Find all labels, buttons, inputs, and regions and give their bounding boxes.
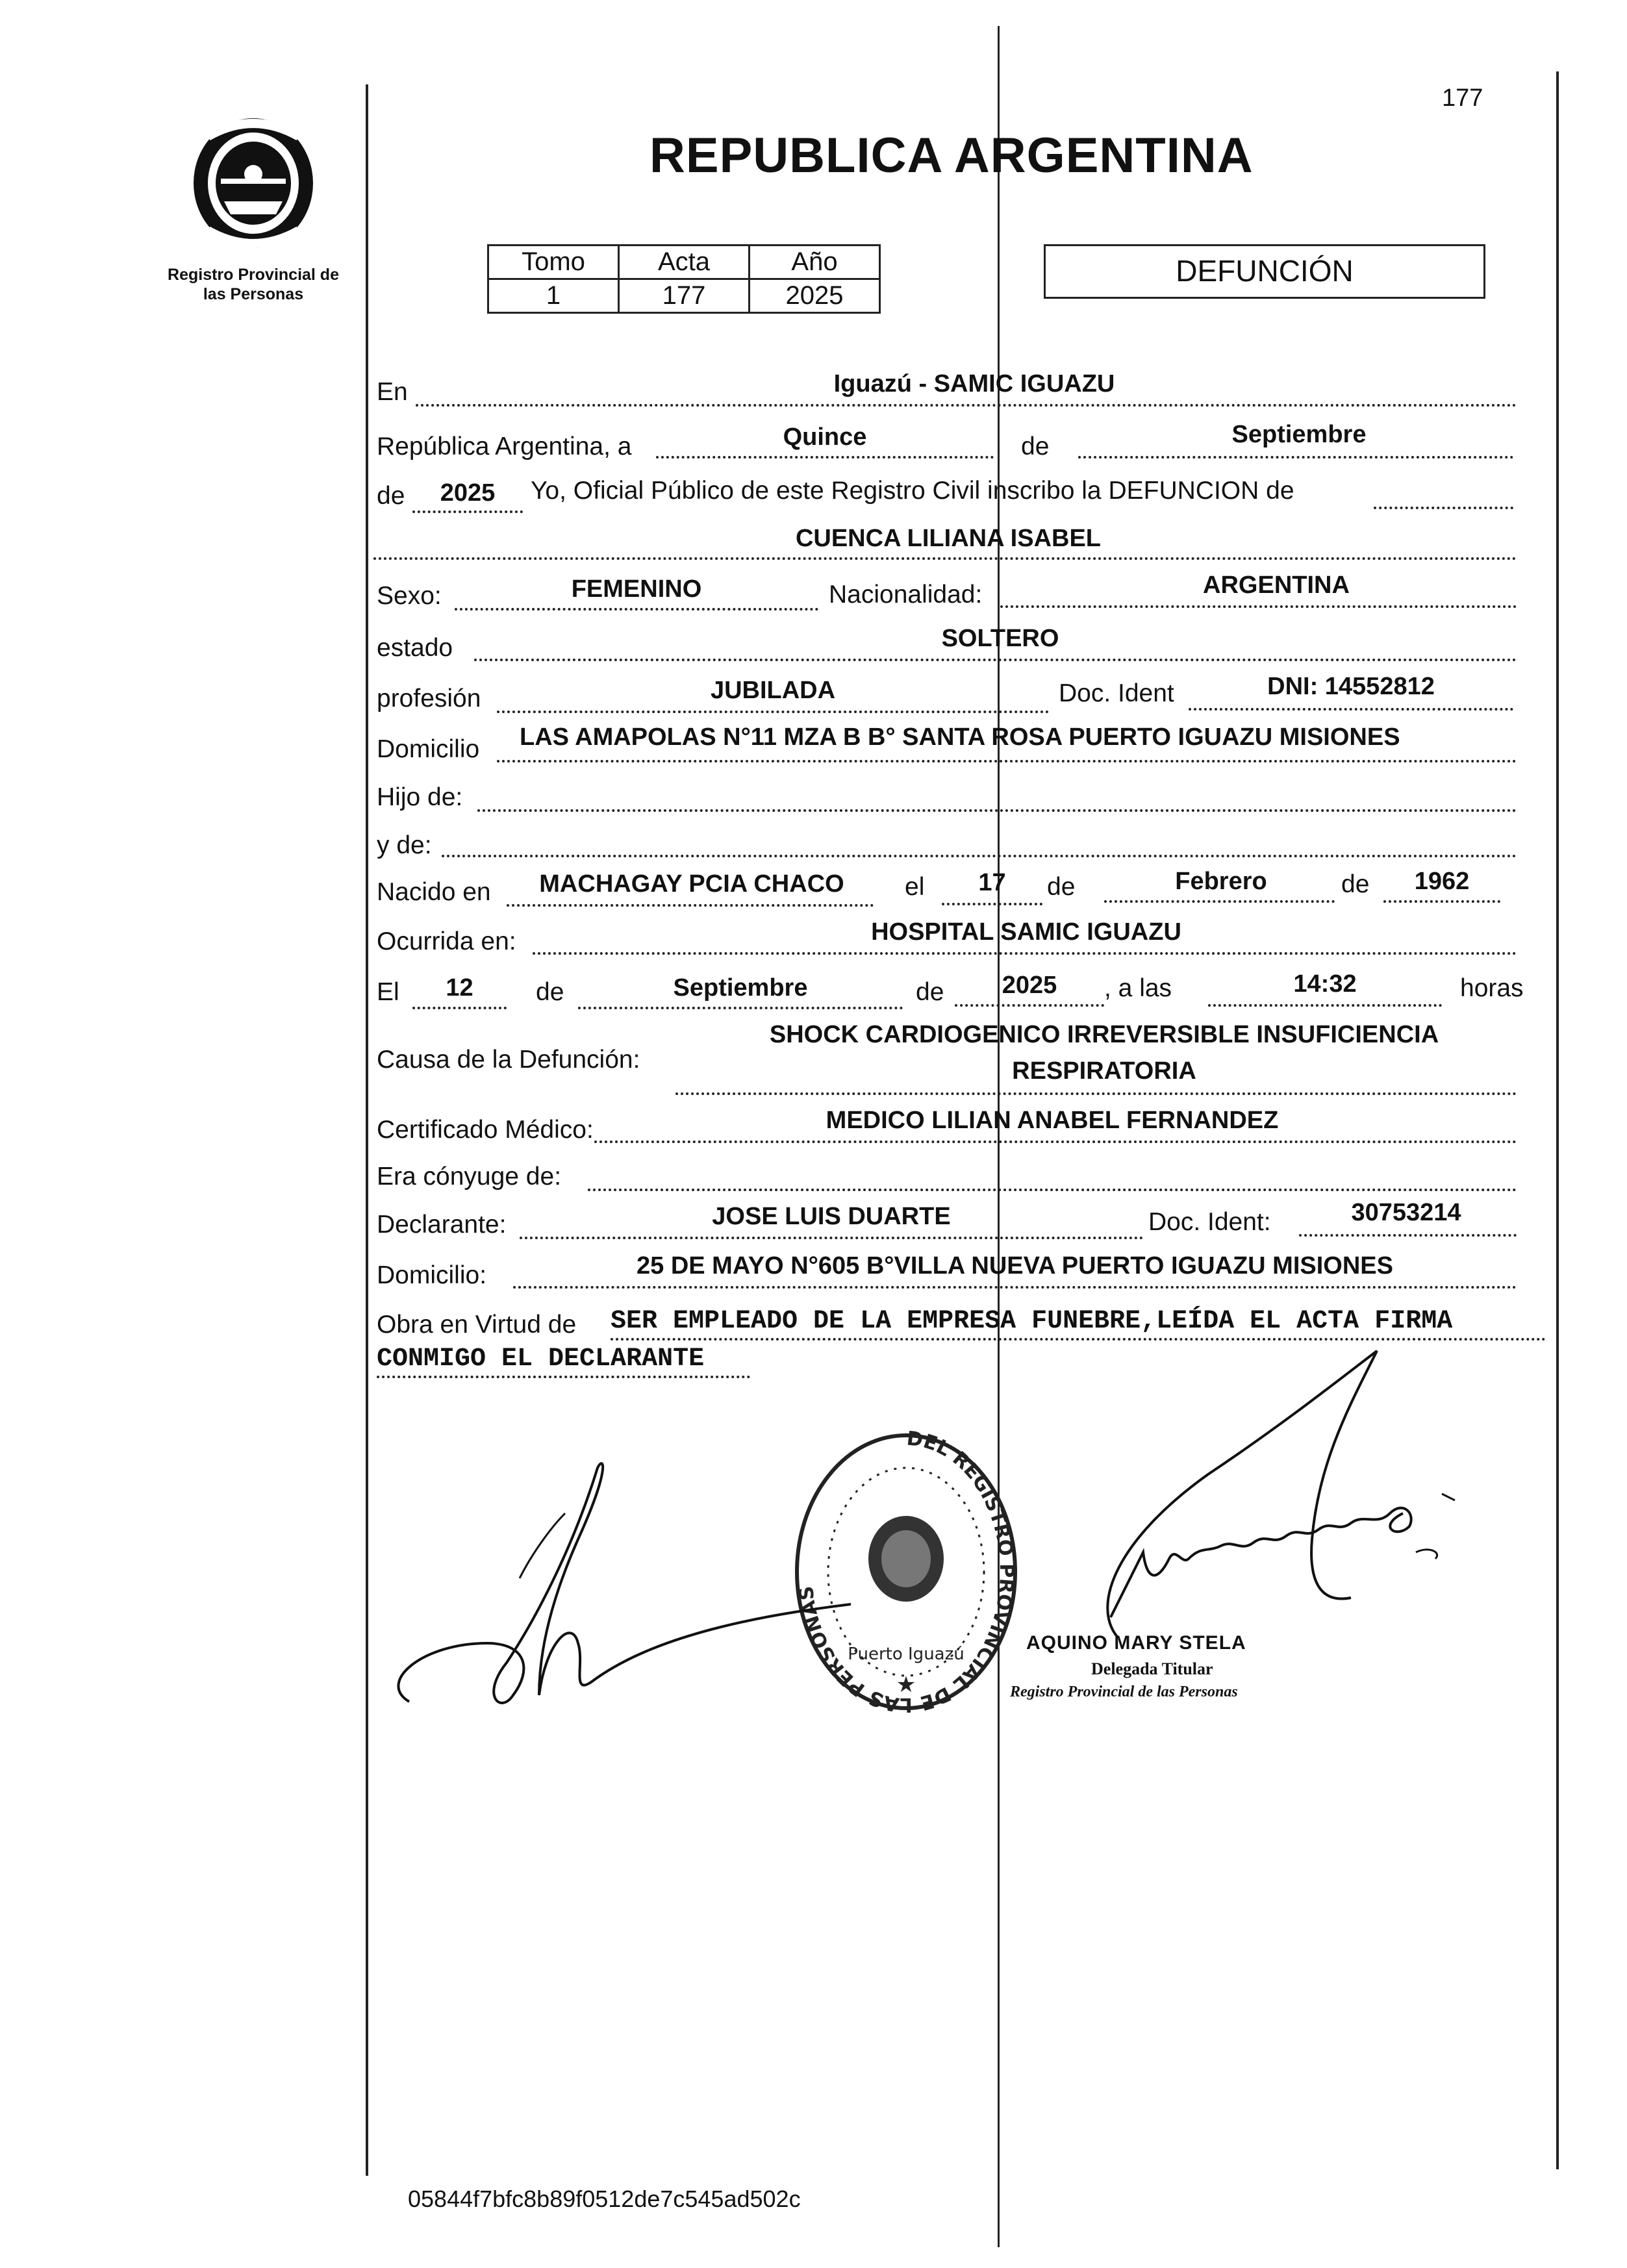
- official-text: Yo, Oficial Público de este Registro Civil inscribo la DEFUNCION de: [531, 477, 1294, 505]
- deceased-name: CUENCA LILIANA ISABEL: [795, 525, 1102, 552]
- page-number: 177: [1442, 84, 1483, 112]
- def-dia: 12: [446, 974, 473, 1002]
- doc2-value: 30753214: [1351, 1199, 1461, 1226]
- anio-pre-label: de: [377, 482, 405, 510]
- doc2-label: Doc. Ident:: [1148, 1208, 1271, 1236]
- nac-de2-label: de: [1341, 870, 1370, 898]
- sexo-value: FEMENINO: [571, 575, 702, 603]
- nac-dia: 17: [978, 869, 1006, 896]
- ocurrida-line: [533, 952, 1517, 955]
- alas-label: , a las: [1104, 974, 1172, 1002]
- value-anio: 2025: [750, 279, 880, 313]
- def-mes: Septiembre: [673, 974, 808, 1002]
- sexo-label: Sexo:: [377, 582, 442, 610]
- causa-label: Causa de la Defunción:: [377, 1046, 640, 1074]
- hijo-label: Hijo de:: [377, 783, 463, 811]
- obra-line2: [377, 1376, 750, 1378]
- en-value: Iguazú - SAMIC IGUAZU: [833, 370, 1115, 397]
- obra-label: Obra en Virtud de: [377, 1311, 577, 1339]
- document-type-box: DEFUNCIÓN: [1044, 244, 1485, 299]
- nac-el-label: el: [905, 873, 925, 901]
- certificado-label: Certificado Médico:: [377, 1116, 594, 1144]
- dia-line: [656, 456, 994, 459]
- page-title: REPUBLICA ARGENTINA: [650, 128, 1254, 183]
- yde-label: y de:: [377, 831, 432, 859]
- nacido-line: [507, 904, 874, 907]
- conyuge-label: Era cónyuge de:: [377, 1163, 562, 1191]
- causa-linea1: SHOCK CARDIOGENICO IRREVERSIBLE INSUFICIENCIA: [769, 1021, 1439, 1048]
- nacido-label: Nacido en: [377, 878, 491, 906]
- republica-label: República Argentina, a: [377, 433, 632, 460]
- dia-texto: Quince: [783, 423, 867, 451]
- doc-line: [1189, 708, 1513, 711]
- doc-label: Doc. Ident: [1059, 679, 1174, 707]
- nac-mes: Febrero: [1175, 868, 1267, 895]
- nombre-line: [373, 557, 1517, 560]
- header-acta: Acta: [619, 246, 750, 279]
- def-anio: 2025: [1002, 972, 1057, 999]
- nacionalidad-label: Nacionalidad:: [829, 581, 983, 609]
- official-line: [1374, 507, 1513, 509]
- nacido-value: MACHAGAY PCIA CHACO: [539, 870, 844, 898]
- declarante-value: JOSE LUIS DUARTE: [712, 1203, 951, 1230]
- causa-line: [675, 1092, 1517, 1095]
- declarant-signature: [383, 1448, 851, 1734]
- nac-anio: 1962: [1414, 868, 1470, 895]
- nacionalidad-line: [1000, 605, 1517, 608]
- estado-line: [474, 659, 1517, 661]
- left-margin-line: [366, 84, 368, 2176]
- stamp-inner-text: Puerto Iguazú: [848, 1644, 965, 1664]
- obra-linea2: CONMIGO EL DECLARANTE: [377, 1344, 705, 1374]
- def-anio-line: [955, 1004, 1104, 1007]
- registry-label: Registro Provincial de las Personas: [168, 266, 339, 303]
- official-name: AQUINO MARY STELA: [1026, 1632, 1246, 1654]
- ocurrida-label: Ocurrida en:: [377, 927, 516, 955]
- misiones-emblem: [185, 110, 322, 253]
- fold-line: [998, 26, 1000, 2247]
- mes-value: Septiembre: [1231, 421, 1367, 448]
- domicilio-line: [497, 760, 1517, 762]
- mes-line: [1078, 456, 1513, 459]
- yde-line: [442, 855, 1517, 857]
- sexo-line: [455, 608, 818, 611]
- def-dia-line: [412, 1007, 507, 1009]
- def-de2-label: de: [916, 978, 944, 1006]
- horas-label: horas: [1460, 974, 1524, 1002]
- nac-mes-line: [1104, 900, 1335, 903]
- domicilio-label: Domicilio: [377, 735, 480, 763]
- doc2-line: [1299, 1234, 1517, 1237]
- de-label: de: [1021, 433, 1050, 460]
- value-tomo: 1: [488, 279, 619, 313]
- official-signature: [1013, 1331, 1507, 1656]
- causa-linea2: RESPIRATORIA: [1012, 1057, 1196, 1085]
- official-org: Registro Provincial de las Personas: [1010, 1683, 1238, 1700]
- def-el-label: El: [377, 978, 399, 1006]
- stamp-star-icon: ★: [896, 1672, 916, 1697]
- anio-value: 2025: [440, 479, 496, 507]
- official-role: Delegada Titular: [1091, 1659, 1213, 1678]
- certificado-line: [594, 1140, 1517, 1143]
- certificado-value: MEDICO LILIAN ANABEL FERNANDEZ: [826, 1107, 1279, 1134]
- def-de1-label: de: [536, 978, 564, 1006]
- en-label: En: [377, 378, 408, 406]
- nac-anio-line: [1383, 900, 1500, 903]
- book-reference-table: [487, 244, 881, 314]
- header-tomo: Tomo: [488, 246, 619, 279]
- hijo-line: [477, 809, 1517, 812]
- domicilio2-value: 25 DE MAYO N°605 B°VILLA NUEVA PUERTO IGUAZU MISIONES: [637, 1252, 1393, 1279]
- value-acta: 177: [619, 279, 750, 313]
- def-mes-line: [578, 1007, 903, 1009]
- domicilio2-line: [513, 1286, 1517, 1289]
- document-hash: 05844f7bfc8b89f0512de7c545ad502c: [408, 2186, 801, 2212]
- stamp-ring-text: DEL REGISTRO PROVINCIAL DE LAS PERSONAS: [794, 1427, 1018, 1717]
- domicilio2-label: Domicilio:: [377, 1261, 487, 1289]
- estado-label: estado: [377, 634, 453, 662]
- en-line: [416, 404, 1517, 407]
- profesion-line: [497, 711, 1049, 713]
- right-margin-line: [1556, 71, 1559, 2169]
- ocurrida-value: HOSPITAL SAMIC IGUAZU: [871, 918, 1181, 946]
- hora-value: 14:32: [1293, 970, 1357, 998]
- header-anio: Año: [750, 246, 880, 279]
- conyuge-line: [588, 1189, 1517, 1191]
- estado-value: SOLTERO: [941, 625, 1059, 652]
- profesion-value: JUBILADA: [710, 677, 836, 704]
- declarante-line: [520, 1237, 1143, 1239]
- declarante-label: Declarante:: [377, 1211, 507, 1239]
- nac-dia-line: [942, 903, 1042, 905]
- doc-value: DNI: 14552812: [1267, 673, 1435, 700]
- anio-line: [412, 510, 523, 513]
- nac-de1-label: de: [1047, 873, 1076, 901]
- domicilio-value: LAS AMAPOLAS N°11 MZA B B° SANTA ROSA PUERTO IGUAZU MISIONES: [520, 724, 1400, 751]
- hora-line: [1208, 1004, 1442, 1007]
- obra-linea1: SER EMPLEADO DE LA EMPRESA FUNEBRE,LEÍDA EL ACTA FIRMA: [611, 1307, 1453, 1336]
- profesion-label: profesión: [377, 685, 481, 712]
- nacionalidad-value: ARGENTINA: [1203, 572, 1350, 599]
